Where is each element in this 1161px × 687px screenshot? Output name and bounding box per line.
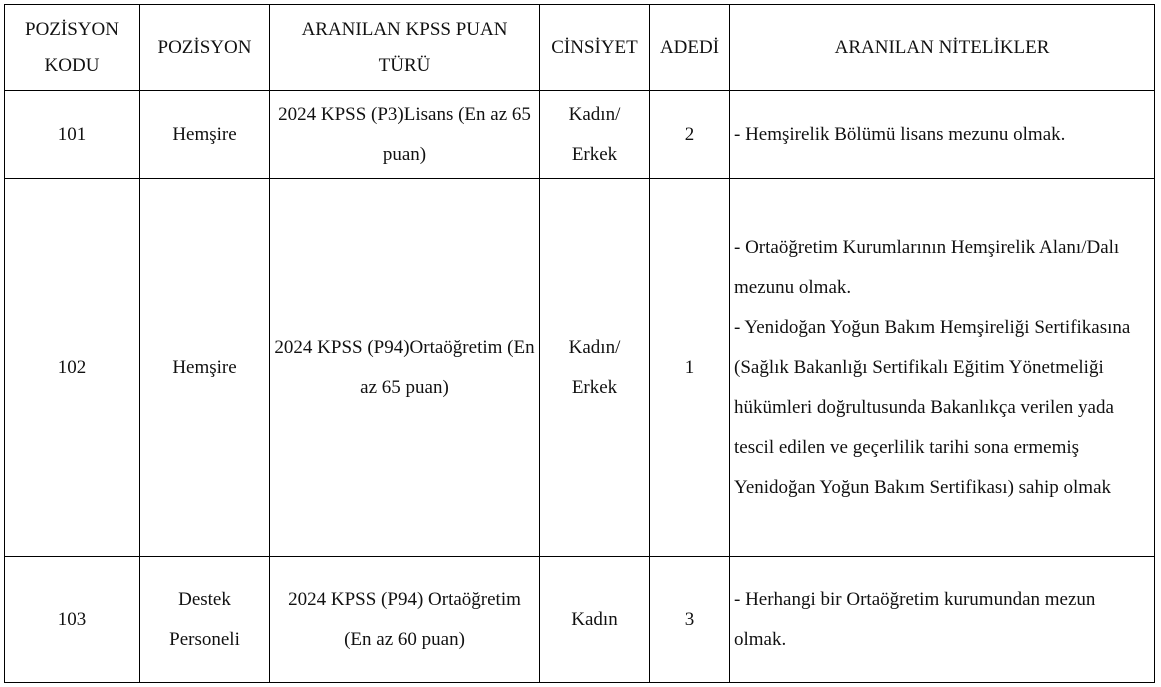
- cell-gender: Kadın: [540, 557, 650, 683]
- cell-qualifications: - Hemşirelik Bölümü lisans mezunu olmak.: [730, 91, 1155, 179]
- header-code: POZİSYON KODU: [5, 5, 140, 91]
- cell-code: 103: [5, 557, 140, 683]
- header-gender: CİNSİYET: [540, 5, 650, 91]
- header-count: ADEDİ: [650, 5, 730, 91]
- cell-gender: Kadın/ Erkek: [540, 91, 650, 179]
- cell-qualifications: - Ortaöğretim Kurumlarının Hemşirelik Alanı/Dalı mezunu olmak. - Yenidoğan Yoğun Bakım Hemşireliği Sertifikasına (Sağlık Bakanlığı Sertifikalı Eğitim Yönetmeliği hükümleri doğrultusunda Bakanlıkça verilen yada tescil edilen ve geçerlilik tarihi sona ermemiş Yenidoğan Yoğun Bakım Sertifikası) sahip olmak: [730, 179, 1155, 557]
- table-row: [5, 91, 1155, 179]
- header-row: [5, 5, 1155, 91]
- cell-code: 101: [5, 91, 140, 179]
- cell-kpss: 2024 KPSS (P94) Ortaöğretim (En az 60 puan): [270, 557, 540, 683]
- cell-gender: Kadın/ Erkek: [540, 179, 650, 557]
- cell-position: Hemşire: [140, 179, 270, 557]
- cell-kpss: 2024 KPSS (P94)Ortaöğretim (En az 65 puan): [270, 179, 540, 557]
- position-table: [4, 4, 1155, 683]
- cell-position: Hemşire: [140, 91, 270, 179]
- header-qualifications: ARANILAN NİTELİKLER: [730, 5, 1155, 91]
- cell-count: 1: [650, 179, 730, 557]
- cell-count: 2: [650, 91, 730, 179]
- table-row: [5, 179, 1155, 557]
- table-row: [5, 557, 1155, 683]
- cell-code: 102: [5, 179, 140, 557]
- header-kpss: ARANILAN KPSS PUAN TÜRÜ: [270, 5, 540, 91]
- cell-count: 3: [650, 557, 730, 683]
- cell-position: Destek Personeli: [140, 557, 270, 683]
- header-position: POZİSYON: [140, 5, 270, 91]
- cell-qualifications: - Herhangi bir Ortaöğretim kurumundan mezun olmak.: [730, 557, 1155, 683]
- cell-kpss: 2024 KPSS (P3)Lisans (En az 65 puan): [270, 91, 540, 179]
